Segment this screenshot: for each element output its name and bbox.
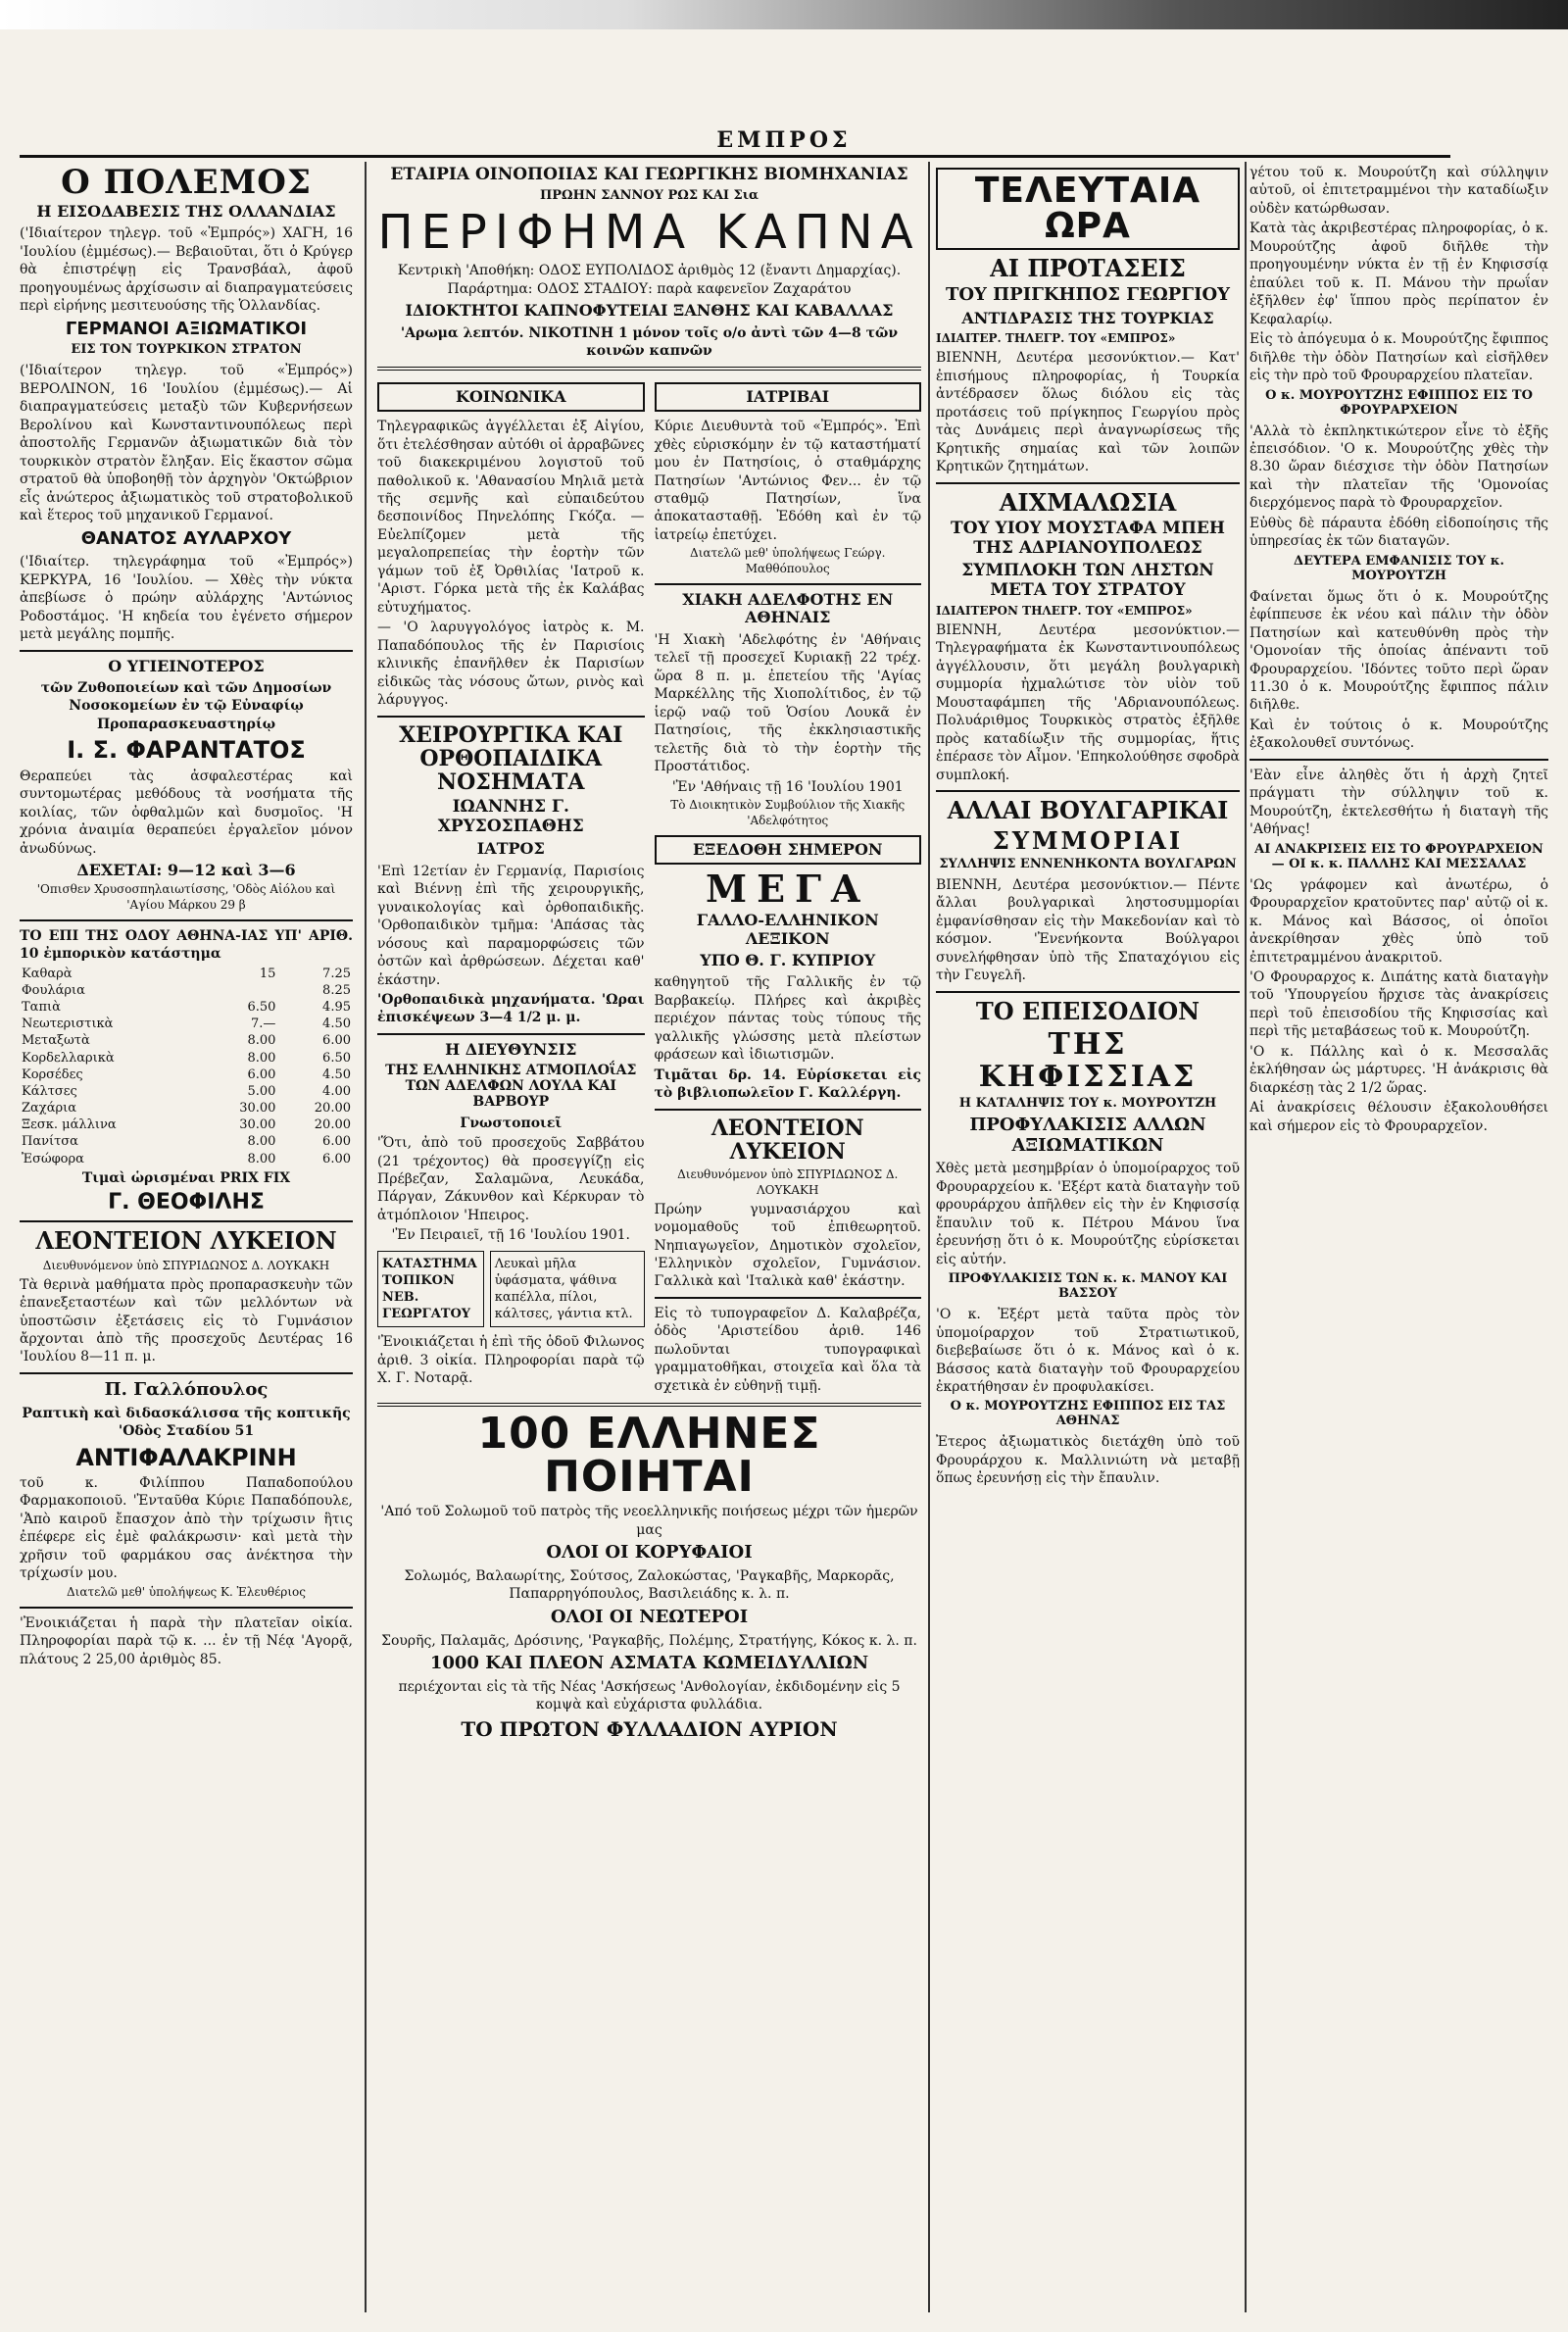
tailor-name: Π. Γαλλόπουλος	[104, 1378, 269, 1400]
price-value: 15	[259, 966, 276, 981]
kifisia-text-2: 'Ο κ. Ἐξέρτ μετὰ ταῦτα πρὸς τὸν ὑπομοίραρχον τοῦ Στρατιωτικοῦ, διεβεβαίωσε ὅτι ὁ κ. Μάνος καὶ ὁ κ. Βάσσος κατὰ διαταγὴν τοῦ Φρουραρχείου ἐκρατήθησαν ἐν προφυλακίσει.	[936, 1307, 1240, 1395]
price-row	[20, 1116, 353, 1133]
last-hour-headline: ΤΕΛΕΥΤΑΙΑ ΩΡΑ	[936, 168, 1240, 250]
column-3	[936, 162, 1240, 2312]
column-1	[20, 162, 353, 2312]
poets-subheadline: 'Από τοῦ Σολωμοῦ τοῦ πατρὸς τῆς νεοελληνικῆς ποιήσεως μέχρι τῶν ἡμερῶν μας	[380, 1504, 918, 1538]
direction-lead: Γνωστοποιεῖ	[460, 1115, 563, 1131]
divider	[655, 1109, 922, 1111]
chiaki-date: 'Ἐν 'Αθήναις τῇ 16 'Ιουλίου 1901	[671, 778, 904, 795]
poets-list-3: περιέχονται εἰς τὰ τῆς Νέας 'Ασκήσεως 'Ανθολογίαν, ἐκδιδομένην εἰς 5 κομψὰ καὶ εὐχάριστα φυλλάδια.	[398, 1678, 901, 1713]
column-divider	[1245, 162, 1247, 2312]
price-value: 6.00	[322, 1033, 351, 1049]
clash-headline: ΣΥΜΠΛΟΚΗ ΤΩΝ ΛΗΣΤΩΝ ΜΕΤΑ ΤΟΥ ΣΤΡΑΤΟΥ	[961, 561, 1214, 600]
price-item: Ταπιὰ	[22, 1000, 61, 1016]
article-paragraph: 'Αλλὰ τὸ ἐκπληκτικώτερον εἶνε τὸ ἐξῆς ἐπεισόδιον. 'Ο κ. Μουρούτζης χθὲς τὴν 8.30 ὥραν διέσχισε τὴν ὁδὸν Πατησίων καὶ τὴν πλατεῖαν τῆς 'Ομονοίας διερχόμενος παρὰ τὸ Φρουραρχεῖον.	[1250, 422, 1548, 512]
doctor-hours: ΔΕΧΕΤΑΙ: 9—12 καὶ 3—6	[76, 861, 296, 880]
price-value: 6.50	[247, 1000, 276, 1016]
anti-headline: ΑΝΤΙΦΑΛΑΚΡΙΝΗ	[75, 1443, 297, 1471]
german-article: ('Ιδιαίτερον τηλεγρ. τοῦ «Ἐμπρός») ΒΕΡΟΛΙΝΟΝ, 16 'Ιουλίου (ἐμμέσως).— Αἱ διαπραγματεύσεις μεταξὺ τῶν Κυβερνήσεων Βερολίνου καὶ Κωνσταντινουπόλεως περὶ ἀποστολῆς Γερμανῶν ἀξιωματικῶν διὰ τὸν τουρκικὸν στρατὸν ἔληξαν. Εἰς ἕκαστον σῶμα στρατοῦ θὰ ὑποβοηθῇ τὸν ἀρχηγὸν 'Οκτώβριον εἷς ἀνώτερος ἀξιωματικὸς τοῦ στρατοβολικοῦ καὶ ἕτερος τοῦ μηχανικοῦ Γερμανοί.	[20, 363, 353, 524]
captivity-headline: ΑΙΧΜΑΛΩΣΙΑ	[999, 487, 1177, 517]
chiaki-sign: Τὸ Διοικητικὸν Συμβούλιον τῆς Χιακῆς 'Αδελφότητος	[670, 798, 906, 827]
divider	[377, 1033, 645, 1035]
price-row	[20, 1083, 353, 1100]
death-article: ('Ιδιαίτερ. τηλεγράφημα τοῦ «Ἐμπρός») ΚΕΡΚΥΡΑ, 16 'Ιουλίου. — Χθὲς τὴν νύκτα ἀπεβίωσε ὁ πρώην αὐλάρχης 'Αντώνιος Ροδοστάμος. 'Η κηδεία του ἐγένετο σήμερον μετὰ μεγάλης πομπῆς.	[20, 554, 353, 643]
tobacco-line: ΙΔΙΟΚΤΗΤΟΙ ΚΑΠΝΟΦΥΤΕΙΑΙ ΞΑΝΘΗΣ ΚΑΙ ΚΑΒΑΛΛΑΣ	[405, 301, 894, 321]
newspaper-masthead: ΕΜΠΡΟΣ	[716, 127, 852, 153]
doctors-sign: Διατελῶ μεθ' ὑπολήψεως Γεώργ. Μαθθόπουλος	[690, 546, 886, 576]
kifisia-text: Χθὲς μετὰ μεσημβρίαν ὁ ὑπομοίραρχος τοῦ Φρουραρχείου κ. 'Εξέρτ κατὰ διαταγὴν τοῦ φρουράρχου ἀπῆλθεν εἰς τὴν ἐν Κηφισσίᾳ ἔπαυλιν τοῦ κ. Πέτρου Μάνου ἵνα ἐρευνήσῃ ὅτι ὁ κ. Μουρούτζης εὑρίσκεται εἰς αὐτήν.	[936, 1161, 1240, 1267]
price-value: 8.00	[247, 1033, 276, 1049]
price-row	[20, 1100, 353, 1116]
right-subcolumn	[655, 376, 922, 1398]
price-row	[20, 1016, 353, 1032]
divider	[20, 650, 353, 652]
header-rule	[20, 155, 1450, 158]
column-2	[377, 162, 921, 2312]
poets-list-1: Σολωμός, Βαλαωρίτης, Σούτσος, Ζαλοκώστας, 'Ραγκαβῆς, Μαρκορᾶς, Παπαρρηγόπουλος, Βασιλειάδης κ. λ. π.	[404, 1567, 895, 1603]
tobacco-store: Κεντρικὴ 'Αποθήκη: ΟΔΟΣ ΕΥΠΟΛΙΔΟΣ ἀριθμὸς 12 (ἔναντι Δημαρχίας). Παράρτημα: ΟΔΟΣ ΣΤΑΔΙΟΥ: παρὰ καφενεῖον Ζαχαράτου	[397, 263, 902, 297]
lexicon-subtitle: ΓΑΛΛΟ-ΕΛΛΗΝΙΚΟΝ ΛΕΞΙΚΟΝ	[696, 911, 879, 948]
price-item: Ξεσκ. μάλλινα	[22, 1117, 117, 1133]
german-subheadline: ΕΙΣ ΤΟΝ ΤΟΥΡΚΙΚΟΝ ΣΤΡΑΤΟΝ	[71, 342, 302, 358]
doctor-name: Ι. Σ. ΦΑΡΑΝΤΑΤΟΣ	[67, 736, 306, 765]
lexicon-price: Τιμᾶται δρ. 14. Εὑρίσκεται εἰς τὸ βιβλιοπωλεῖον Γ. Καλλέργη.	[654, 1067, 921, 1102]
section-heading: Ο κ. ΜΟΥΡΟΥΤΖΗΣ ΕΦΙΠΠΟΣ ΕΙΣ ΤΟ ΦΡΟΥΡΑΡΧΕΙΟΝ	[1265, 387, 1533, 418]
bulgarian-text: ΒΙΕΝΝΗ, Δευτέρα μεσονύκτιον.— Πέντε ἄλλαι βουλγαρικαὶ ληστοσυμμορίαι ἐμφανίσθησαν εἰς τὴν Μακεδονίαν καὶ τὸ κόσμον. 'Ἐνενήκοντα Βούλγαροι συνελήφθησαν ὑπὸ τῆς Σπαταχόγιου εἰς τὴν Γευγελῆ.	[936, 876, 1240, 984]
article-paragraph: Αἱ ἀνακρίσεις θέλουσιν ἐξακολουθήσει καὶ σήμερον εἰς τὸ Φρουραρχεῖον.	[1250, 1100, 1548, 1134]
direction-text: 'Ὅτι, ἀπὸ τοῦ προσεχοῦς Σαββάτου (21 τρέχοντος) θὰ προσεγγίζῃ εἰς Πρέβεζαν, Σαλαμῶνα, Λευκάδα, Πάργαν, Ζάκυνθον καὶ Κέρκυραν τὸ ἀτμόπλοιον 'Ηπειρος.	[377, 1135, 645, 1223]
poets-heading-2: ΟΛΟΙ ΟΙ ΝΕΩΤΕΡΟΙ	[550, 1606, 749, 1627]
divider	[377, 716, 645, 718]
price-value: 4.00	[322, 1083, 351, 1099]
goods-ad: Λευκαὶ μῆλα ὑφάσματα, ψάθινα καπέλλα, πίλοι, κάλτσες, γάντια κτλ.	[490, 1251, 645, 1328]
article-paragraph: 'Ως γράφομεν καὶ ἀνωτέρω, ὁ Φρουραρχεῖον κρατοῦντες παρ' αὐτῷ οἱ κ. κ. Μάνος καὶ Βάσσος, οἱ ὁποῖοι ἀνεκρίθησαν χθὲς ὑπὸ τοῦ ἐπιτετραμμένου ἀνακριτοῦ.	[1250, 876, 1548, 966]
direction-subheadline: ΤΗΣ ΕΛΛΗΝΙΚΗΣ ΑΤΜΟΠΛΟΐΑΣ ΤΩΝ ΑΔΕΛΦΩΝ ΛΟΥΛΑ ΚΑΙ ΒΑΡΒΟΥΡ	[385, 1063, 637, 1111]
divider	[377, 367, 921, 371]
price-row	[20, 1050, 353, 1067]
shop-owner: Γ. ΘΕΟΦΙΛΗΣ	[108, 1190, 265, 1216]
price-value: 6.00	[322, 1134, 351, 1150]
article-paragraph: γέτου τοῦ κ. Μουρούτζη καὶ σύλληψιν αὐτοῦ, οἱ ἐπιτετραμμένοι τὴν καταδίωξιν οὐδὲν κατώρθωσαν.	[1250, 165, 1548, 217]
proposals-subheadline-2: ΑΝΤΙΔΡΑΣΙΣ ΤΗΣ ΤΟΥΡΚΙΑΣ	[961, 309, 1214, 328]
lexicon-author: ΥΠΟ Θ. Γ. ΚΥΠΡΙΟΥ	[700, 950, 876, 969]
anti-sign: Διατελῶ μεθ' ὑπολήψεως Κ. Ἑλευθέριος	[67, 1584, 306, 1599]
lyceum2-title: ΛΕΟΝΤΕΙΟΝ ΛΥΚΕΙΟΝ	[710, 1115, 864, 1165]
poets-list-2: Σουρῆς, Παλαμᾶς, Δρόσινης, 'Ραγκαβῆς, Πολέμης, Στρατήγης, Κόκος κ. λ. π.	[381, 1632, 917, 1649]
kifisia-text-3: Ἐτερος ἀξιωματικὸς διετάχθη ὑπὸ τοῦ Φρουράρχου κ. Μαλλινιώτη νὰ μεταβῇ ὅπως ἐρευνήσῃ εἰς τὴν ἔπαυλιν.	[936, 1434, 1240, 1487]
price-value: 20.00	[314, 1101, 351, 1116]
captivity-subheadline: ΤΟΥ ΥΙΟΥ ΜΟΥΣΤΑΦΑ ΜΠΕΗ ΤΗΣ ΑΔΡΙΑΝΟΥΠΟΛΕΩΣ	[951, 518, 1225, 558]
surgery-note: 'Ορθοπαιδικὰ μηχανήματα. 'Ωραι ἐπισκέψεων 3—4 1/2 μ. μ.	[377, 991, 645, 1026]
price-value: 6.50	[322, 1050, 351, 1066]
clash-text: ΒΙΕΝΝΗ, Δευτέρα μεσονύκτιον.— Τηλεγραφήματα ἐκ Κωνσταντινουπόλεως ἀγγέλλουσιν, ὅτι μεγάλη βουλγαρικὴ συμμορία ἠχμαλώτισε τὸν υἱὸν τοῦ Μουσταφάμπεη τῆς 'Αδριανουπόλεως. Πολυάριθμος Τουρκικὸς στρατὸς ἐξῆλθε πρὸς καταδίωξιν τῆς συμμορίας, ἥτις ἐπέρασε τὸν Αἶμον. 'Επηκολούθησε σφοδρὰ συμπλοκή.	[936, 621, 1240, 783]
war-subheadline: Η ΕΙΣΟΔΑΒΕΣΙΣ ΤΗΣ ΟΛΛΑΝΔΙΑΣ	[36, 202, 336, 221]
price-value: 8.00	[247, 1050, 276, 1066]
article-paragraph: 'Ο κ. Πάλλης καὶ ὁ κ. Μεσσαλᾶς ἐκλήθησαν ὡς μάρτυρες. 'Η ἀνάκρισις θὰ διαρκέσῃ τὰς 2 1/2 ὥρας.	[1250, 1043, 1548, 1096]
price-item: Ἐσώφορα	[22, 1151, 84, 1166]
direction-headline: Η ΔΙΕΥΘΥΝΣΙΣ	[445, 1039, 577, 1059]
lyceum-director: Διευθυνόμενον ὑπὸ ΣΠΥΡΙΔΩΝΟΣ Δ. ΛΟΥΚΑΚΗ	[42, 1258, 330, 1272]
lexicon-title: ΜΕΓΑ	[706, 867, 870, 912]
anti-text: τοῦ κ. Φιλίππου Παπαδοπούλου Φαρμακοποιοῦ. 'Ἐνταῦθα Κύριε Παπαδόπουλε, 'Ἀπὸ καιροῦ ἔπασχον ἀπὸ τὴν τρίχωσιν ἣτις ἐπέφερε εἰς ἐμὲ φαλάκρωσιν· καὶ μετὰ τὴν χρῆσιν τοῦ φαρμάκου σας ἀνέκτησα τὴν τρίχωσίν μου.	[20, 1474, 353, 1582]
price-row	[20, 1151, 353, 1167]
two-column-block	[377, 376, 921, 1398]
bulgarian-headline: ΑΛΛΑΙ ΒΟΥΛΓΑΡΙΚΑΙ	[947, 796, 1229, 825]
divider	[20, 1220, 353, 1222]
divider	[936, 790, 1240, 792]
price-item: Φουλάρια	[22, 983, 85, 998]
clash-wire: ΙΔΙΑΙΤΕΡΟΝ ΤΗΛΕΓΡ. ΤΟΥ «ΕΜΠΡΟΣ»	[936, 604, 1193, 619]
column-4	[1250, 162, 1548, 2312]
price-row	[20, 982, 353, 999]
kifisia-subheadline-5: Ο κ. ΜΟΥΡΟΥΤΖΗΣ ΕΦΙΠΠΟΣ ΕΙΣ ΤΑΣ ΑΘΗΝΑΣ	[950, 1399, 1226, 1429]
article-paragraph: Εἰς τὸ ἀπόγευμα ὁ κ. Μουρούτζης ἔφιππος διῆλθε τὴν ὁδὸν Πατησίων καὶ εἰσῆλθεν εἰς τὴν πρὸ τοῦ Φρουραρχείου πλατεῖαν.	[1250, 331, 1548, 384]
rent-notice: 'Ἐνοικιάζεται ἡ παρὰ τὴν πλατεῖαν οἰκία. Πληροφορίαι παρὰ τῷ κ. ... ἐν τῇ Νέᾳ 'Αγορᾷ, πλάτους 2 25,00 ἀριθμὸς 85.	[20, 1614, 353, 1667]
lexicon-label: ΕΞΕΔΟΘΗ ΣΗΜΕΡΟΝ	[655, 835, 922, 865]
price-fix: Τιμαὶ ὡρισμέναι PRIX FIX	[81, 1169, 291, 1186]
kifisia-subheadline-4: ΠΡΟΦΥΛΑΚΙΣΙΣ ΤΩΝ κ. κ. ΜΑΝΟΥ ΚΑΙ ΒΑΣΣΟΥ	[948, 1271, 1228, 1302]
proposals-headline: ΑΙ ΠΡΟΤΑΣΕΙΣ	[990, 254, 1186, 282]
death-headline: ΘΑΝΑΤΟΣ ΑΥΛΑΡΧΟΥ	[80, 527, 292, 549]
printing-text: Εἰς τὸ τυπογραφεῖον Δ. Καλαβρέζα, ὁδὸς 'Αριστείδου ἀριθ. 146 πωλοῦνται τυπογραφικαὶ γραμματοθῆκαι, στοιχεῖα καὶ ὅλα τὰ σχετικὰ ἐν εὐθηνῇ τιμῇ.	[654, 1305, 921, 1394]
divider	[936, 991, 1240, 993]
doctor-text: Θεραπεύει τὰς ἀσφαλεστέρας καὶ συντομωτέρας μεθόδους τὰ νοσήματα τῆς κοιλίας, τῶν ὀφθαλμῶν καὶ δυσμοῖος. 'Η χρόνια ἀναιμία θεραπεύει ἐργαλεῖον μόνον ἀνωδύνως.	[20, 768, 353, 857]
price-row	[20, 1067, 353, 1083]
price-value: 6.00	[247, 1067, 276, 1082]
scan-border	[0, 0, 1568, 29]
price-item: Κορδελλαρικὰ	[22, 1050, 115, 1066]
article-paragraph: 'Ο Φρουραρχος κ. Διπάτης κατὰ διαταγὴν τοῦ 'Υπουργείου ἤρχισε τὰς ἀνακρίσεις περὶ τοῦ ἐπεισοδίου τῆς Κηφισσίας καὶ περὶ τῆς μεταβάσεως τοῦ κ. Μουρούτζη.	[1250, 968, 1548, 1040]
lyceum-text: Τὰ θερινὰ μαθήματα πρὸς προπαρασκευὴν τῶν ἐπανεξεταστέων καὶ τῶν μελλόντων νὰ ὑποστῶσιν ἐξετάσεις εἰς τὸ Γυμνάσιον ἄρχονται ἀπὸ τῆς προσεχοῦς Δευτέρας 16 'Ιουλίου 8—11 π. μ.	[20, 1276, 353, 1365]
price-value: 4.50	[322, 1017, 351, 1032]
price-value: 7.—	[251, 1017, 276, 1032]
article-paragraph: Εὐθὺς δὲ πάραυτα ἐδόθη εἰδοποίησις τῆς ὑπηρεσίας ἐκ τῶν διαταγῶν.	[1250, 515, 1548, 550]
bulgarian-subheadline-2: ΣΥΛΛΗΨΙΣ ΕΝΝΕΝΗΚΟΝΤΑ ΒΟΥΛΓΑΡΩΝ	[939, 856, 1237, 871]
price-value	[203, 982, 278, 999]
lyceum2-text: Πρώην γυμνασιάρχου καὶ νομομαθοῦς τοῦ ἐπιθεωρητοῦ. Νηπιαγωγεῖον, Δημοτικὸν σχολεῖον, 'Ελληνικὸν σχολεῖον, Γυμνάσιον. Γαλλικὰ καὶ 'Ιταλικὰ καθ' ἑκάστην.	[654, 1201, 921, 1290]
price-value: 7.25	[322, 966, 351, 981]
divider	[377, 1403, 921, 1407]
surgery-text: 'Επὶ 12ετίαν ἐν Γερμανίᾳ, Παρισίοις καὶ Βιέννῃ ἐπὶ τῆς χειρουργικῆς, γυναικολογίας καὶ ὀρθοπαιδικῆς. 'Ορθοπαιδικὸν τμῆμα: 'Απάσας τὰς νόσους καὶ παραμορφώσεις τῶν ὀστῶν καὶ ἀρθρώσεων. Δέχεται καθ' ἑκάστην.	[377, 863, 645, 988]
hygiene-headline: Ο ΥΓΙΕΙΝΟΤΕΡΟΣ	[108, 656, 265, 675]
surgery-doctor: ΙΩΑΝΝΗΣ Γ. ΧΡΥΣΟΣΠΑΘΗΣ	[437, 797, 584, 836]
price-item: Ζαχάρια	[22, 1101, 76, 1116]
kifisia-headline: ΤΟ ΕΠΕΙΣΟΔΙΟΝ	[975, 996, 1200, 1025]
price-row	[20, 1032, 353, 1049]
price-item: Μεταξωτὰ	[22, 1033, 90, 1049]
divider	[655, 1297, 922, 1299]
doctors-headline: ΙΑΤΡΙΒΑΙ	[655, 382, 922, 412]
article-paragraph: Κατὰ τὰς ἀκριβεστέρας πληροφορίας, ὁ κ. Μουρούτζης ἀφοῦ διῆλθε τὴν προηγουμένην νύκτα ἐν τῇ ἐν Κηφισσίᾳ ἐπαύλει τοῦ κ. Π. Μάνου τὴν πρωΐαν ἐξῆλθεν ἐφ' ἵππου πρὸς περίπατον ἐν Κεφαλαρίῳ.	[1250, 221, 1548, 327]
poets-footer: ΤΟ ΠΡΩΤΟΝ ΦΥΛΛΑΔΙΟΝ ΑΥΡΙΟΝ	[461, 1716, 838, 1741]
surgery-headline: ΧΕΙΡΟΥΡΓΙΚΑ ΚΑΙ ΟΡΘΟΠΑΙΔΙΚΑ ΝΟΣΗΜΑΤΑ	[399, 721, 623, 796]
poets-heading-3: 1000 ΚΑΙ ΠΛΕΟΝ ΑΣΜΑΤΑ ΚΩΜΕΙΔΥΛΛΙΩΝ	[429, 1653, 869, 1674]
lyceum-title: ΛΕΟΝΤΕΙΟΝ ΛΥΚΕΙΟΝ	[35, 1226, 337, 1256]
divider	[20, 919, 353, 921]
tailor-text: Ραπτικὴ καὶ διδασκάλισσα τῆς κοπτικῆς 'Οδὸς Σταδίου 51	[22, 1405, 351, 1440]
shop-ad: ΚΑΤΑΣΤΗΜΑ ΤΟΠΙΚΟΝ ΝΕΒ. ΓΕΩΡΓΑΤΟΥ	[377, 1251, 484, 1328]
proposals-text: ΒΙΕΝΝΗ, Δευτέρα μεσονύκτιον.— Κατ' ἐπισήμους πληροφορίας, ἡ Τουρκία ἀντέδρασεν ὅλως διόλου εἰς τὰς προτάσεις τοῦ πρίγκηπος Γεωργίου πρὸς τὰς Δυνάμεις περὶ ἀναγνωρίσεως τῆς Κρητικῆς σημαίας καὶ τῶν λοιπῶν Κρητικῶν ζητημάτων.	[936, 350, 1240, 475]
price-item: Καθαρὰ	[22, 966, 73, 981]
shop-title: ΤΟ ΕΠΙ ΤΗΣ ΟΔΟΥ ΑΘΗΝΑ-ΙΑΣ ΥΠ' ΑΡΙΘ. 10 ἐμπορικὸν κατάστημα	[20, 927, 353, 963]
column-divider	[365, 162, 367, 2312]
price-value: 8.00	[247, 1151, 276, 1166]
price-item: Κορσέδες	[22, 1067, 83, 1082]
article-paragraph: Φαίνεται ὅμως ὅτι ὁ κ. Μουρούτζης ἐφίππευσε ἐκ νέου καὶ πάλιν τὴν ὁδὸν Πατησίων καὶ κατευθύνθη πρὸς τὴν 'Ομονοίαν τῆς ὁποίας ἀπέναντι τοῦ Φρουραρχείου. 'Ιδόντες τοῦτο περὶ ὥραν 11.30 ὁ κ. Μουρούτζης ἔφιππος πάλιν διῆλθε.	[1250, 588, 1548, 714]
price-row	[20, 999, 353, 1016]
social-note: — 'Ο λαρυγγολόγος ἰατρὸς κ. Μ. Παπαδόπουλος τῆς ἐν Παρισίοις κλινικῆς ἐπανῆλθεν ἐκ Παρισίων εἰδικῶς τὰς νόσους ὤτων, ρινὸς καὶ λάρυγγος.	[377, 620, 645, 709]
price-row	[20, 1133, 353, 1150]
divider	[20, 1372, 353, 1374]
company-subtitle: ΠΡΩΗΝ ΣΑΝΝΟΥ ΡΩΣ ΚΑΙ Σια	[539, 187, 760, 203]
price-value: 30.00	[239, 1101, 276, 1116]
doctors-text: Κύριε Διευθυντὰ τοῦ «Ἐμπρός». Ἐπὶ χθὲς εὑρισκόμην ἐν τῷ καταστήματί μου ἐν Πατησίοις, ὁ σταθμάρχης Πατησίων 'Αντώνιος Φεν... ἐν τῷ σταθμῷ Πατησίων, ἵνα ἀποκατασταθῇ. Ἐδόθη καὶ ἐν τῷ ἰατρείῳ ἐπετύχει.	[654, 419, 921, 543]
price-value: 6.00	[322, 1151, 351, 1166]
price-value: 4.95	[322, 1000, 351, 1016]
social-text: Τηλεγραφικῶς ἀγγέλλεται ἐξ Αἰγίου, ὅτι ἐτελέσθησαν αὐτόθι οἱ ἀρραβῶνες τοῦ διακεκριμένου λογιστοῦ τοῦ παθολικοῦ κ. 'Αθανασίου Μηλιᾶ μετὰ τῆς σεμνῆς καὶ εὐπαιδεύτου δεσποινίδος Πηνελόπης Γκόζα. — Εὐελπίζομεν μετὰ τῆς μεγαλοπρεπείας τὴν ἐορτὴν τῶν γάμων τοῦ ἐξ Ὀρθιλίας 'Ιατροῦ κ. 'Αριστ. Γόρκα μετὰ τῆς ἐκ Καλάβας εὐτυχήματος.	[377, 419, 645, 616]
price-table	[20, 966, 353, 1167]
divider	[1250, 759, 1548, 761]
company-title: ΕΤΑΙΡΙΑ ΟΙΝΟΠΟΙΙΑΣ ΚΑΙ ΓΕΩΡΓΙΚΗΣ ΒΙΟΜΗΧΑΝΙΑΣ	[390, 165, 908, 184]
kifisia-subheadline-3: ΠΡΟΦΥΛΑΚΙΣΙΣ ΑΛΛΩΝ ΑΞΙΩΜΑΤΙΚΩΝ	[969, 1115, 1206, 1156]
section-heading: ΔΕΥΤΕΡΑ ΕΜΦΑΝΙΣΙΣ ΤΟΥ κ. ΜΟΥΡΟΥΤΖΗ	[1294, 553, 1504, 583]
rent-text: 'Ἐνοικιάζεται ἡ ἐπὶ τῆς ὁδοῦ Φιλωνος ἀριθ. 3 οἰκία. Πληροφορίαι παρὰ τῷ Χ. Γ. Νοταρᾷ.	[377, 1334, 645, 1387]
chiaki-text: 'Η Χιακὴ 'Αδελφότης ἐν 'Αθήναις τελεῖ τῇ προσεχεῖ Κυριακῇ 22 τρέχ. ὥρα 8 π. μ. ἐπετείου τῆς 'Αγίας Μαρκέλλης τῆς Χιοπολίτιδος, ἐν τῷ ἱερῷ ναῷ τοῦ Ὁσίου Λουκᾶ ἐν Πατησίοις, τῆς ἐκκλησιαστικῆς τελετῆς διὰ τὸ τὴν ἑορτὴν τῆς Προστάτιδος.	[654, 631, 921, 775]
poets-headline: 100 ΕΛΛΗΝΕΣ ΠΟΙΗΤΑΙ	[477, 1409, 821, 1503]
price-value: 4.50	[322, 1067, 351, 1082]
column-divider	[928, 162, 930, 2312]
tobacco-footer: 'Αρωμα λεπτόν. ΝΙΚΟΤΙΝΗ 1 μόνον τοῖς ο/ο ἀντὶ τῶν 4—8 τῶν κοινῶν καπνῶν	[400, 324, 899, 360]
price-item: Πανίτσα	[22, 1134, 78, 1150]
price-value: 5.00	[247, 1083, 276, 1099]
left-subcolumn	[377, 376, 645, 1398]
divider	[20, 1607, 353, 1609]
proposals-wire: ΙΔΙΑΙΤΕΡ. ΤΗΛΕΓΡ. ΤΟΥ «ΕΜΠΡΟΣ»	[936, 331, 1176, 346]
price-item: Νεωτεριστικὰ	[22, 1017, 114, 1032]
lexicon-text: καθηγητοῦ τῆς Γαλλικῆς ἐν τῷ Βαρβακείῳ. Πλήρες καὶ ἀκριβὲς περιέχον πάντας τοὺς τύπους τῆς γαλλικῆς γλώσσης μετὰ πλείστων φράσεων καὶ ἰδιωτισμῶν.	[654, 974, 921, 1064]
kifisia-subheadline-2: Η ΚΑΤΑΛΗΨΙΣ ΤΟΥ κ. ΜΟΥΡΟΥΤΖΗ	[958, 1096, 1217, 1112]
hygiene-text: τῶν Ζυθοποιείων καὶ τῶν Δημοσίων Νοσοκομείων ἐν τῷ Εὐναφίῳ Προπαρασκευαστηρίῳ	[40, 680, 332, 732]
price-value: 8.00	[247, 1134, 276, 1150]
german-headline: ΓΕΡΜΑΝΟΙ ΑΞΙΩΜΑΤΙΚΟΙ	[65, 318, 308, 339]
bulgarian-subheadline: ΣΥΜΜΟΡΙΑΙ	[992, 825, 1184, 855]
chiaki-headline: ΧΙΑΚΗ ΑΔΕΛΦΟΤΗΣ ΕΝ ΑΘΗΝΑΙΣ	[682, 590, 894, 627]
divider	[936, 482, 1240, 484]
war-headline: Ο ΠΟΛΕΜΟΣ	[61, 163, 312, 202]
article-paragraph: 'Εὰν εἶνε ἀληθὲς ὅτι ἡ ἀρχὴ ζητεῖ πράγματι τὴν σύλληψιν τοῦ κ. Μουρούτζη, ἐκτελεσθήτω ἡ διαταγὴ τῆς 'Αθήνας!	[1250, 767, 1548, 838]
proposals-subheadline: ΤΟΥ ΠΡΙΓΚΗΠΟΣ ΓΕΩΡΓΙΟΥ	[945, 284, 1231, 306]
section-heading: ΑΙ ΑΝΑΚΡΙΣΕΙΣ ΕΙΣ ΤΟ ΦΡΟΥΡΑΡΧΕΙΟΝ — ΟΙ κ. κ. ΠΑΛΛΗΣ ΚΑΙ ΜΕΣΣΑΛΑΣ	[1254, 841, 1544, 871]
price-value: 20.00	[314, 1117, 351, 1133]
tobacco-headline: ΠΕΡΙΦΗΜΑ ΚΑΠΝΑ	[377, 205, 921, 261]
price-value: 30.00	[239, 1117, 276, 1133]
poets-heading-1: ΟΛΟΙ ΟΙ ΚΟΡΥΦΑΙΟΙ	[546, 1542, 753, 1563]
price-row	[20, 966, 353, 982]
lyceum2-director: Διευθυνόμενον ὑπὸ ΣΠΥΡΙΔΩΝΟΣ Δ. ΛΟΥΚΑΚΗ	[677, 1166, 899, 1197]
article-paragraph: Καὶ ἐν τούτοις ὁ κ. Μουρούτζης ἐξακολουθεῖ συντόνως.	[1250, 717, 1548, 752]
direction-date: 'Ἐν Πειραιεῖ, τῇ 16 'Ιουλίου 1901.	[391, 1227, 631, 1244]
divider	[655, 583, 922, 585]
war-article: ('Ιδιαίτερον τηλεγρ. τοῦ «Ἐμπρός») ΧΑΓΗ, 16 'Ιουλίου (ἐμμέσως).— Βεβαιοῦται, ὅτι ὁ Κρύγερ θὰ ἐπιστρέψῃ εἰς Τρανσβάαλ, ἀφοῦ προηγουμένως ἀρχίσωσιν αἱ διαπραγματεύσεις περὶ εἰρήνης μεσιτευούσης τῆς Ὁλλανδίας.	[20, 225, 353, 315]
price-item: Κάλτσες	[22, 1083, 77, 1099]
price-value: 8.25	[322, 983, 351, 998]
ad-row	[377, 1251, 645, 1328]
kifisia-subheadline: ΤΗΣ ΚΗΦΙΣΣΙΑΣ	[978, 1027, 1198, 1095]
surgery-role: ΙΑΤΡΟΣ	[476, 839, 545, 859]
social-headline: ΚΟΙΝΩΝΙΚΑ	[377, 382, 645, 412]
doctor-address: 'Οπισθεν Χρυσοσπηλαιωτίσσης, 'Οδὸς Αἰόλου καὶ 'Αγίου Μάρκου 29 β	[36, 882, 336, 913]
